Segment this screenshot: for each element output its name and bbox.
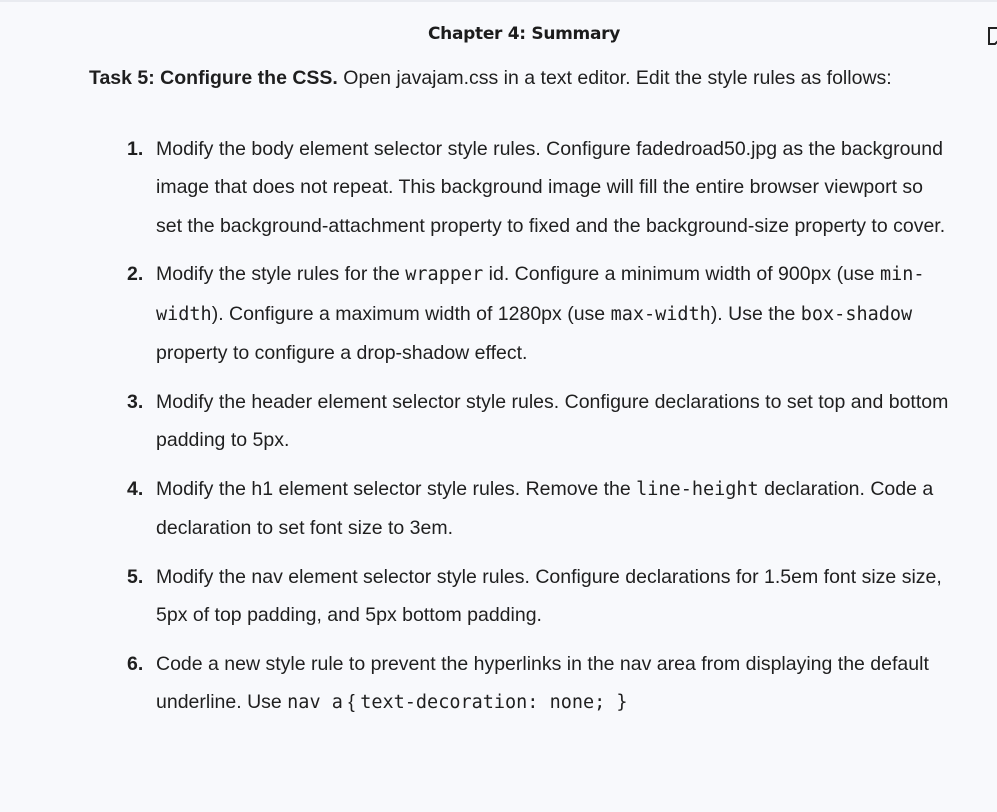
step-item [89,383,949,460]
task-intro: Open javajam.css in a text editor. Edit the style rules as follows: [337,67,892,89]
step-text: Modify the style rules for the [156,263,406,285]
step-text: { [342,691,361,713]
step-text: declaration. Code a declaration to set font size to 3em. [156,477,934,539]
code-snippet: wrapper [405,264,484,285]
step-number: 2. [127,263,144,285]
bookmark-icon[interactable] [987,25,997,45]
step-number: 4. [127,477,144,500]
step-number: 6. [127,652,144,675]
step-text: Modify the h1 element selector style rules. Remove the [156,477,637,500]
code-snippet: max-width [610,303,711,325]
step-text: Code a new style rule to prevent the hyperlinks in the nav area from displaying the default underline. Use [156,652,929,713]
step-item [89,130,949,246]
step-text: Modify the nav element selector style rules. Configure declarations for 1.5em font size size, 5px of top padding, and 5px bottom padding. [156,565,942,626]
step-number: 1. [127,137,144,160]
code-snippet: box-shadow [800,303,913,325]
step-item [89,255,949,373]
step-text: ). Use the [710,302,801,325]
document-body [89,59,949,733]
step-text: property to configure a drop-shadow effect. [156,342,528,364]
task-label: Task 5: Configure the CSS. [89,67,338,89]
step-item [89,470,949,548]
page-title: Chapter 4: Summary [427,24,621,44]
step-text: id. Configure a minimum width of 900px (use [483,263,880,285]
step-text: ). Configure a maximum width of 1280px (use [211,302,611,325]
top-divider [0,0,997,2]
step-number: 5. [127,565,144,588]
code-snippet: nav a [287,692,343,713]
step-text: Modify the body element selector style rules. Configure fadedroad50.jpg as the background image that does not repeat. This background image will fill the entire browser viewport so set the background-attachment property to fixed and the background-size property to cover. [156,137,946,237]
step-item [89,645,949,723]
step-text: Modify the header element selector style rules. Configure declarations to set top and bottom padding to 5px. [156,390,949,451]
code-snippet: line-height [636,478,759,500]
code-snippet: min-width [156,264,925,325]
step-item [89,558,949,635]
steps-list [89,130,949,723]
step-number: 3. [127,390,144,413]
code-snippet: text-decoration: none; } [360,692,628,713]
task-heading [89,59,949,98]
